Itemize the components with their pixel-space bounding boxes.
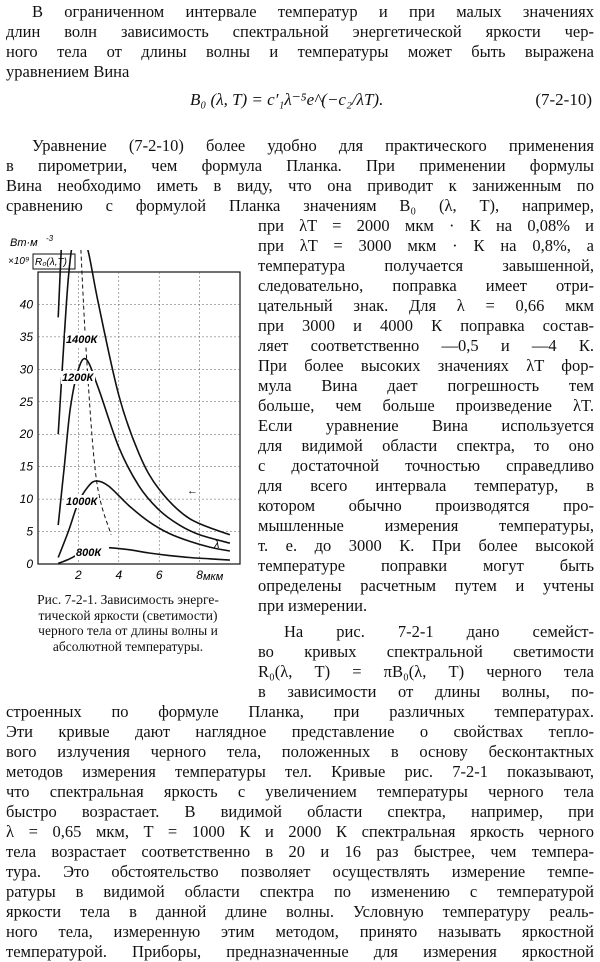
y-tick-label: 35 <box>19 329 33 344</box>
text-line: Вина необходимо иметь в виду, что она приводит к заниженным по <box>6 176 594 195</box>
text-line: ратуры в видимой области спектра по изменению с температурой <box>6 882 594 901</box>
curve-label: 1200К <box>62 372 94 384</box>
text-line: температуре поправки могут быть <box>258 556 594 575</box>
text-line: во кривых спектральной светимости <box>258 642 594 661</box>
text-line: строенных по формуле Планка, при различных температурах. <box>6 702 594 721</box>
text-line: тела возрастает соответственно в 20 и 16 раз быстрее, чем темпера- <box>6 842 594 861</box>
y-scale-label: ×10⁹ <box>8 256 30 267</box>
text-line: На рис. 7-2-1 дано семейст- <box>284 622 594 641</box>
text-line: быстро возрастает. В видимой области спектра, например, при <box>6 802 594 821</box>
text-line: Уравнение (7-2-10) более удобно для практического применения <box>32 136 594 155</box>
text-line: уравнением Вина <box>6 62 130 81</box>
text-line: вого излучения черного тела, положенных в основу бесконтактных <box>6 742 594 761</box>
text-line: что спектральная яркость с увеличением температуры черного тела <box>6 782 594 801</box>
text-line: мула Вина дает погрешность тем <box>258 376 594 395</box>
y-unit-label: Вт·м <box>10 237 38 249</box>
text-line: котором обычно производятся про- <box>258 496 594 515</box>
x-tick-label: 2 <box>75 568 82 582</box>
text-line: при 3000 и 4000 К поправка состав- <box>258 316 594 335</box>
text-line: цательный знак. Для λ = 0,66 мкм <box>258 296 594 315</box>
y-tick-label: 20 <box>19 427 33 442</box>
figure-7-2-1 <box>4 232 252 588</box>
text-line: сравнению с формулой Планка значениям B₀ (λ, T), например, <box>6 196 594 215</box>
text-line: ного тела, измеренную этим методом, принято называть яркостной <box>6 922 594 941</box>
text-line: Эти кривые дают наглядное представление о свойствах тепло- <box>6 722 594 741</box>
text-line: λ = 0,65 мкм, T = 1000 К и 2000 К спектральная яркость черного <box>6 822 594 841</box>
arrow-mark: ← <box>187 485 198 497</box>
x-axis-symbol: λ <box>214 539 220 551</box>
text-line: определены расчетным путем и учтены <box>258 576 594 595</box>
text-line: при измерении. <box>258 596 368 615</box>
text-line: методов измерения температуры тел. Кривые рис. 7-2-1 показывают, <box>6 762 594 781</box>
y-tick-label: 40 <box>19 297 33 312</box>
text-line: яркости тела в данной длине волны. Условную температуру реаль- <box>6 902 594 921</box>
text-line: ного тела от длины волны и температуры может быть выражена <box>6 42 594 61</box>
x-axis-unit: мкм <box>203 571 224 583</box>
text-line: мышленные измерения температуры, <box>258 516 594 535</box>
caption-line: абсолютной температуры. <box>52 638 204 654</box>
text-line: ляет соответственно —0,5 и —4 К. <box>258 336 594 355</box>
text-line: с достаточной точностью справедливо <box>258 456 594 475</box>
caption-line: Рис. 7-2-1. Зависимость энерге- <box>37 592 219 607</box>
x-tick-label: 4 <box>115 568 123 582</box>
wien-formula: B₀ (λ, T) = c′₁λ⁻⁵e^(−c₂/λT). <box>190 90 384 109</box>
text-line: При более высоких значениях λT фор- <box>258 356 594 375</box>
text-line: следовательно, поправка имеет отри- <box>258 276 594 295</box>
text-line: для всего интервала температур, в <box>258 476 594 495</box>
text-line: В ограниченном интервале температур и при малых значениях <box>32 2 594 21</box>
y-tick-label: 0 <box>26 557 33 571</box>
y-tick-label: 15 <box>19 459 33 474</box>
text-line: больше, чем больше произведение λT. <box>258 396 594 415</box>
y-tick-label: 25 <box>19 394 33 409</box>
text-line: R₀(λ, T) = πB₀(λ, T) черного тела <box>258 662 594 681</box>
text-line: при λT = 3000 мкм · К на 0,8%, а <box>258 236 594 255</box>
caption-line: тической яркости (светимости) <box>38 607 218 623</box>
text-line: тура. Это обстоятельство позволяет осуществлять измерение темпе- <box>6 862 594 881</box>
text-line: в зависимости от длины волны, по- <box>258 682 594 701</box>
curve-label: 1400К <box>66 334 98 346</box>
blackbody-chart <box>4 232 252 588</box>
y-tick-label: 10 <box>19 492 33 507</box>
figure-caption <box>6 592 250 654</box>
caption-line: черного тела от длины волны и <box>38 623 218 638</box>
text-line: температурой. Приборы, предназначенные для измерения яркостной <box>6 942 594 961</box>
y-variable-label: R₀(λ,T) <box>35 257 67 268</box>
y-tick-label: 5 <box>26 524 33 539</box>
y-unit-exponent: -3 <box>46 234 54 243</box>
text-line: для видимой области спектра, то оно <box>258 436 594 455</box>
text-line: температура получается завышенной, <box>258 256 594 275</box>
x-tick-label: 6 <box>155 568 163 582</box>
curve-label: 800К <box>76 547 102 559</box>
text-line: длин волн зависимость спектральной энергетической яркости чер- <box>6 22 594 41</box>
y-tick-label: 30 <box>19 362 33 377</box>
text-line: в пирометрии, чем формула Планка. При применении формулы <box>6 156 594 175</box>
text-line: т. е. до 3000 К. При более высокой <box>258 536 594 555</box>
text-line: при λT = 2000 мкм · К на 0,08% и <box>258 216 594 235</box>
curve-label: 1000К <box>66 496 98 508</box>
x-tick-label: 8 <box>196 568 203 582</box>
text-line: Если уравнение Вина используется <box>258 416 594 435</box>
curve-1200k <box>58 359 230 544</box>
formula-number: (7-2-10) <box>535 90 592 109</box>
